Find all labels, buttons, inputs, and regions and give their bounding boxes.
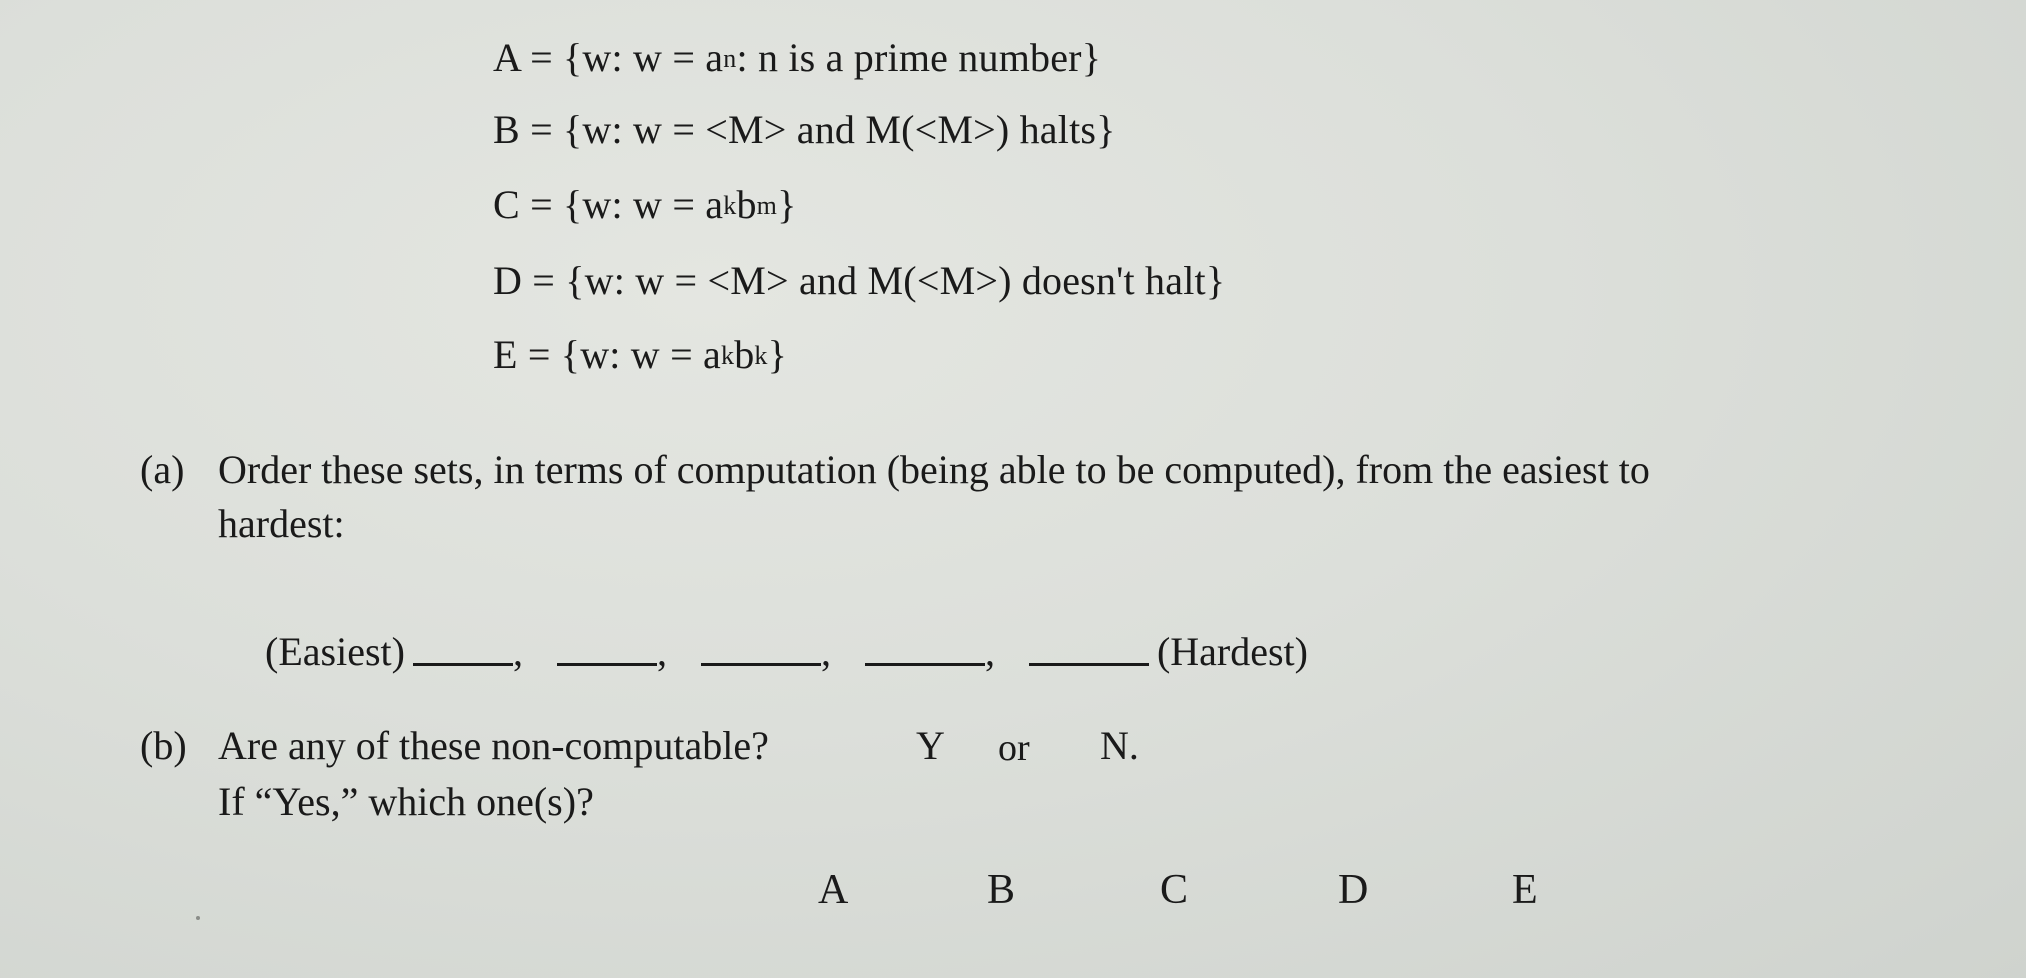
choice-a[interactable]: A [818,867,849,913]
comma-4: , [984,629,995,674]
answer-blank-2[interactable] [557,661,657,666]
answer-blank-1[interactable] [413,661,513,666]
set-a-text: A = {w: w = a [493,35,724,80]
set-e-text: E = {w: w = a [493,332,721,377]
hardest-label: (Hardest) [1156,629,1308,674]
set-c-exponent-k: k [723,191,737,220]
set-d-text: D = {w: w = <M> and M(<M>) doesn't halt} [493,258,1226,303]
set-e-exponent-k: k [721,341,735,370]
set-c-b: b [736,182,757,227]
ordering-answer-row [265,618,1308,678]
set-e-close: } [767,332,788,377]
paper-speck [196,916,200,920]
comma-1: , [512,629,523,674]
choice-b[interactable]: B [987,867,1016,913]
set-a-exponent: n [723,44,737,73]
question-a-line1: Order these sets, in terms of computation (being able to be computed), from the easiest to [218,447,1650,492]
choice-e[interactable]: E [1512,867,1538,913]
set-a-definition [493,34,1101,87]
set-a-text-rest: : n is a prime number} [736,35,1102,80]
answer-blank-5[interactable] [1029,661,1149,666]
set-d-definition [493,257,1225,305]
comma-2: , [656,629,667,674]
set-e-definition [493,331,787,384]
question-b-line1: Are any of these non-computable? [218,723,769,768]
set-b-definition [493,106,1116,154]
no-option[interactable]: N. [1100,723,1139,768]
comma-3: , [820,629,831,674]
question-a-line2: hardest: [218,501,345,546]
question-a-label: (a) [140,447,185,492]
set-c-close: } [777,182,797,227]
set-c-exponent-m: m [756,191,778,220]
set-b-text: B = {w: w = <M> and M(<M>) halts} [493,107,1116,152]
question-b-label: (b) [140,723,187,768]
answer-blank-3[interactable] [701,661,821,666]
set-e-b: b [734,332,755,377]
choice-c[interactable]: C [1160,867,1189,913]
question-b-line2: If “Yes,” which one(s)? [218,779,594,824]
yes-option[interactable]: Y [916,723,945,768]
set-c-definition [493,181,797,234]
set-c-text: C = {w: w = a [493,182,724,227]
easiest-label: (Easiest) [265,629,405,674]
or-text: or [998,727,1030,769]
choice-d[interactable]: D [1338,867,1369,913]
answer-blank-4[interactable] [865,661,985,666]
set-e-exponent-k2: k [754,341,768,370]
